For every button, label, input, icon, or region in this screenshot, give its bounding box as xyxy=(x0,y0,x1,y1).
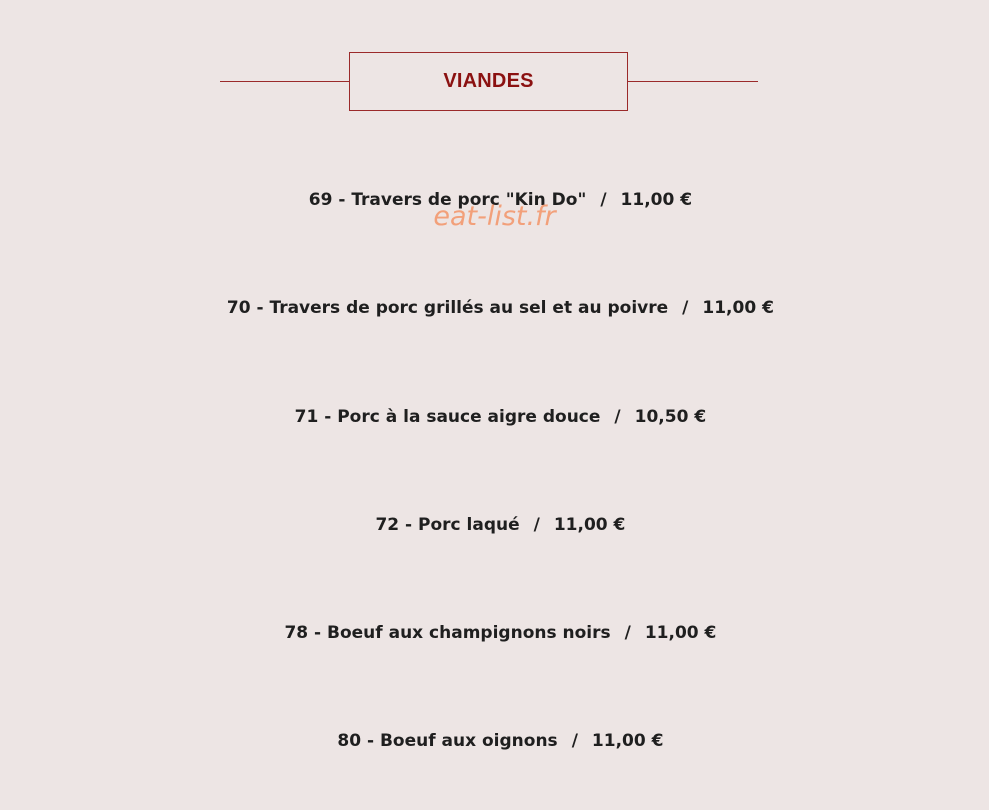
price-separator: / xyxy=(571,731,578,751)
section-header xyxy=(220,52,758,111)
menu-item xyxy=(0,492,989,536)
menu-item-price: 11,00 € xyxy=(702,298,774,318)
menu-item-name: 80 - Boeuf aux oignons xyxy=(337,731,558,751)
menu-item-price: 11,00 € xyxy=(644,623,717,643)
section-title: VIANDES xyxy=(443,70,534,92)
menu-item-price: 11,00 € xyxy=(553,515,626,535)
menu-item-price: 11,00 € xyxy=(620,190,693,210)
price-separator: / xyxy=(614,407,621,427)
header-rule-right xyxy=(628,81,758,82)
price-separator: / xyxy=(682,298,689,318)
menu-item xyxy=(0,384,989,428)
menu-item-name: 70 - Travers de porc grillés au sel et au poivre xyxy=(226,298,669,318)
header-rule-left xyxy=(220,81,349,82)
price-separator: / xyxy=(600,190,607,210)
menu-item-name: 71 - Porc à la sauce aigre douce xyxy=(294,407,601,427)
section-title-box xyxy=(349,52,628,111)
menu-item xyxy=(0,275,989,319)
menu-item xyxy=(0,600,989,644)
menu-item-name: 69 - Travers de porc "Kin Do" xyxy=(308,190,587,210)
menu-item-price: 10,50 € xyxy=(634,407,707,427)
price-separator: / xyxy=(624,623,631,643)
watermark: eat-list.fr xyxy=(433,201,556,232)
price-separator: / xyxy=(533,515,540,535)
menu-item xyxy=(0,708,989,752)
menu-item-price: 11,00 € xyxy=(591,731,664,751)
menu-item-name: 78 - Boeuf aux champignons noirs xyxy=(284,623,611,643)
menu-item-name: 72 - Porc laqué xyxy=(375,515,520,535)
